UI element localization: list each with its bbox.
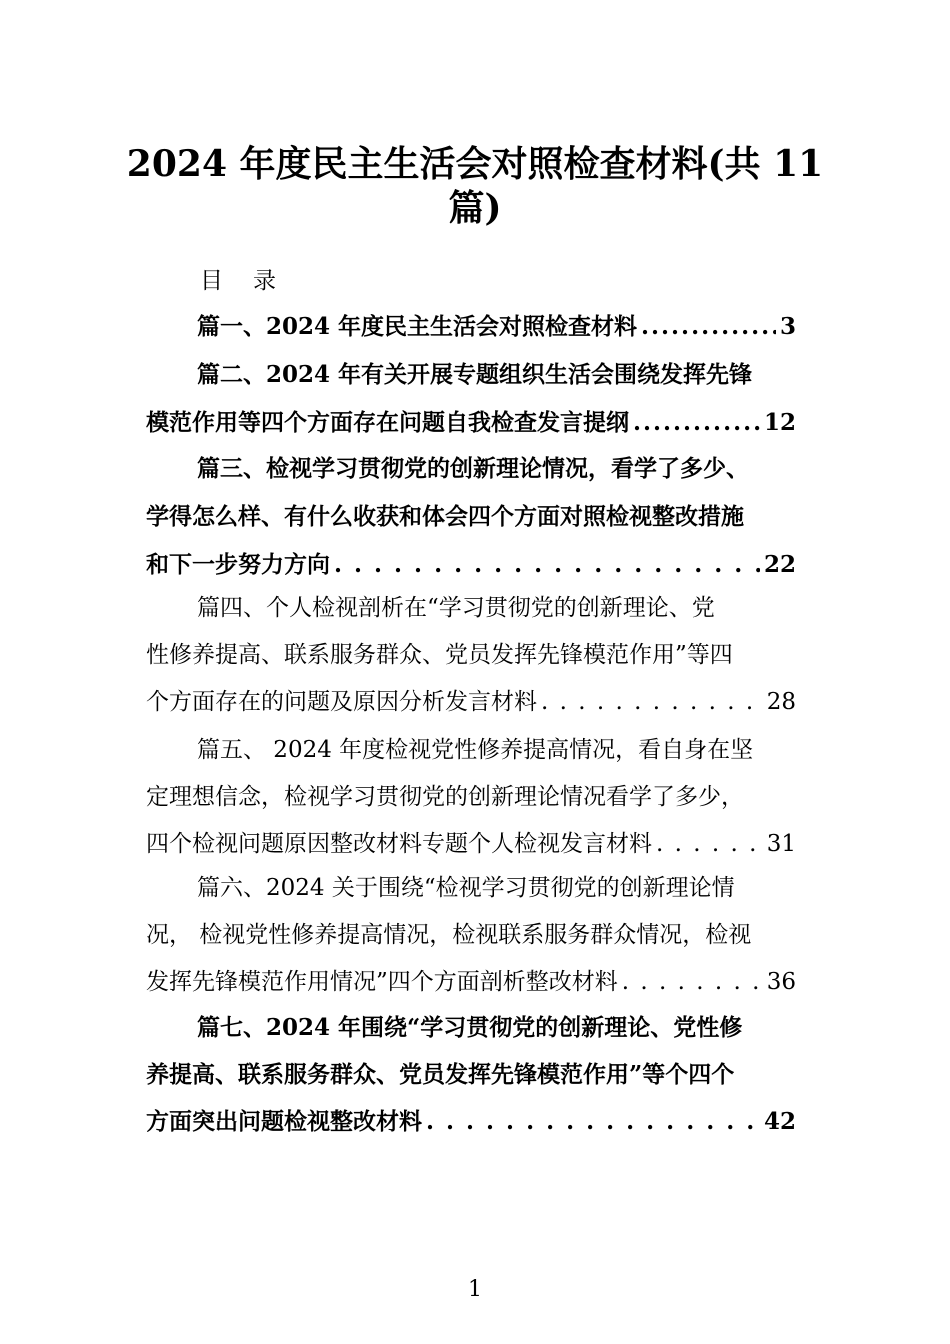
toc-entry-text: 篇一、2024 年度民主生活会对照检查材料 bbox=[197, 313, 638, 340]
toc-entry-text: 个方面存在的问题及原因分析发言材料 bbox=[146, 689, 537, 715]
toc-entry-line bbox=[146, 550, 796, 580]
toc-entry-text: 四个检视问题原因整改材料专题个人检视发言材料 bbox=[146, 831, 652, 857]
toc-entry-line bbox=[146, 829, 796, 859]
toc-entry-text: 方面突出问题检视整改材料 bbox=[146, 1108, 422, 1135]
toc-entry-line bbox=[146, 687, 796, 717]
toc-entry-text: 和下一步努力方向 bbox=[146, 551, 330, 578]
toc-entry-page: 28 bbox=[766, 689, 796, 715]
toc-entry-line bbox=[146, 1107, 796, 1137]
toc-entry-line: 篇七、2024 年围绕“学习贯彻党的创新理论、党性修 bbox=[197, 1014, 743, 1041]
toc-entry-line: 定理想信念，检视学习贯彻党的创新理论情况看学了多少， bbox=[146, 784, 744, 810]
dot-leader bbox=[622, 967, 763, 997]
toc-entry-line: 篇四、个人检视剖析在“学习贯彻党的创新理论、党 bbox=[197, 595, 715, 621]
toc-entry-text: 发挥先锋模范作用情况”四个方面剖析整改材料 bbox=[146, 969, 618, 995]
toc-entry-line: 篇五、 2024 年度检视党性修养提高情况，看自身在坚 bbox=[197, 737, 754, 763]
toc-entry-line bbox=[146, 408, 796, 438]
toc-heading: 目录 bbox=[200, 268, 306, 294]
toc-entry-page: 12 bbox=[763, 409, 796, 436]
toc-entry-line: 养提高、联系服务群众、党员发挥先锋模范作用”等个四个 bbox=[146, 1061, 735, 1088]
toc-entry-line: 篇二、2024 年有关开展专题组织生活会围绕发挥先锋 bbox=[197, 361, 753, 388]
dot-leader bbox=[426, 1107, 760, 1137]
toc-entry-line: 况， 检视党性修养提高情况，检视联系服务群众情况，检视 bbox=[146, 922, 752, 948]
toc-entry-page: 36 bbox=[766, 969, 796, 995]
toc-entry-line bbox=[146, 967, 796, 997]
document-title-line-2: 篇) bbox=[448, 187, 502, 229]
dot-leader bbox=[541, 687, 763, 717]
toc-entry-page: 3 bbox=[779, 313, 796, 340]
dot-leader bbox=[334, 550, 760, 580]
dot-leader bbox=[633, 408, 760, 438]
toc-entry-line: 性修养提高、联系服务群众、党员发挥先锋模范作用”等四 bbox=[146, 642, 733, 668]
toc-entry-line bbox=[146, 312, 796, 342]
toc-entry-page: 42 bbox=[763, 1108, 796, 1135]
toc-entry-page: 31 bbox=[766, 831, 796, 857]
toc-entry-line: 篇六、2024 关于围绕“检视学习贯彻党的创新理论情 bbox=[197, 875, 735, 901]
page-number: 1 bbox=[468, 1277, 482, 1302]
dot-leader bbox=[641, 312, 776, 342]
toc-entry-text: 模范作用等四个方面存在问题自我检查发言提纲 bbox=[146, 409, 629, 436]
document-title-line-1: 2024 年度民主生活会对照检查材料(共 11 bbox=[126, 143, 824, 185]
toc-entry-line: 学得怎么样、有什么收获和体会四个方面对照检视整改措施 bbox=[146, 503, 744, 530]
toc-entry-line: 篇三、检视学习贯彻党的创新理论情况，看学了多少、 bbox=[197, 455, 749, 482]
dot-leader bbox=[656, 829, 763, 859]
toc-entry-page: 22 bbox=[763, 551, 796, 578]
